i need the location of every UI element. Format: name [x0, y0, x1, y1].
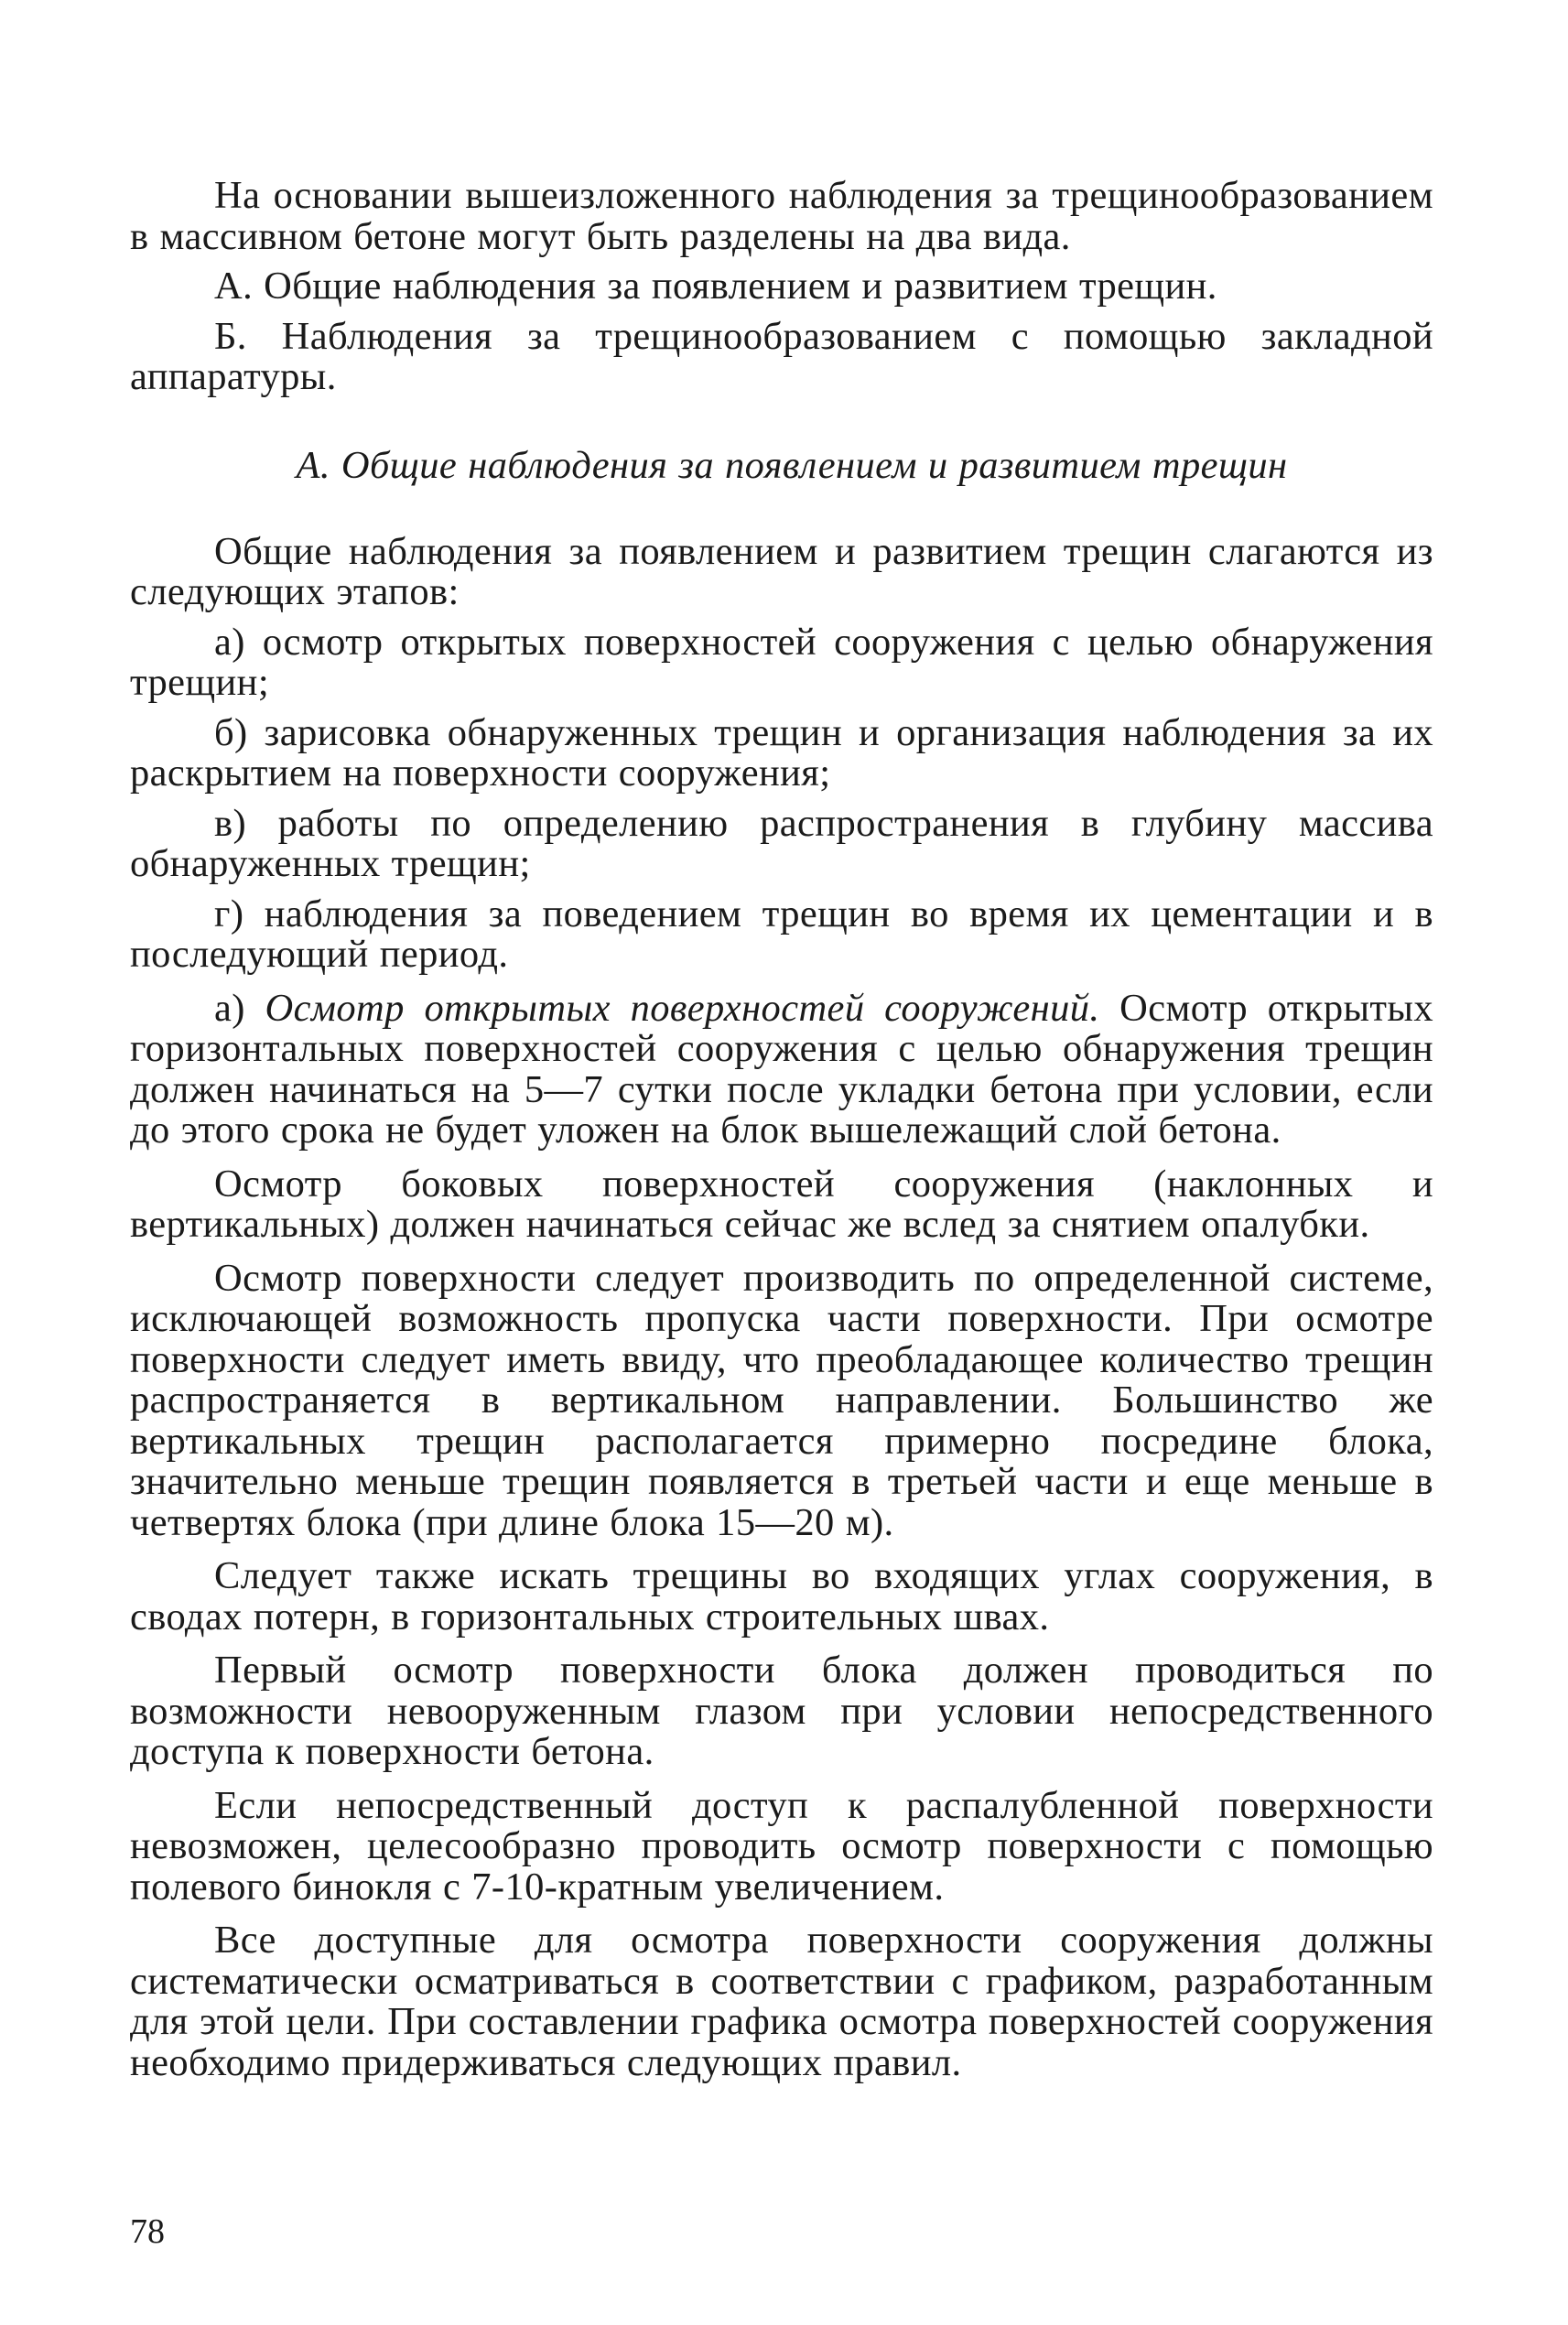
paragraph-side-surfaces: Осмотр боковых поверхностей сооружения (наклонных и вертикальных) должен начинаться сейчас же вслед за снятием опалубки.: [130, 1162, 1433, 1246]
intro-type-b: Б. Наблюдения за трещинообразованием с помощью закладной аппаратуры.: [130, 314, 1433, 398]
step-a: а) осмотр открытых поверхностей сооружения с целью обнаружения трещин;: [130, 620, 1433, 704]
subsection-a-prefix: а): [214, 986, 265, 1030]
subsection-a-title: Осмотр открытых поверхностей сооружений.: [265, 986, 1100, 1030]
intro-type-a: А. Общие наблюдения за появлением и развитием трещин.: [214, 265, 1217, 308]
subsection-a-paragraph: [130, 986, 1433, 1152]
paragraph-inspection-system: Осмотр поверхности следует производить по определенной системе, исключающей возможность пропуска части поверхности. При осмотре поверхности следует иметь ввиду, что преобладающее количество трещин распространяется в вертикальном направлении. Большинство же вертикальных трещин располагается примерно посредине блока, значительно меньше трещин появляется в третьей части и еще меньше в четвертях блока (при длине блока 15—20 м).: [130, 1256, 1433, 1544]
section-heading: А. Общие наблюдения за появлением и развитием трещин: [296, 443, 1288, 487]
section-lead: Общие наблюдения за появлением и развитием трещин слагаются из следующих этапов:: [130, 529, 1433, 613]
step-d: г) наблюдения за поведением трещин во время их цементации и в последующий период.: [130, 892, 1433, 976]
intro-paragraph: На основании вышеизложенного наблюдения за трещинообразованием в массивном бетоне могут быть разделены на два вида.: [130, 174, 1433, 258]
body-text: [130, 176, 1433, 2083]
paragraph-first-inspection: Первый осмотр поверхности блока должен проводиться по возможности невооруженным глазом при условии непосредственного доступа к поверхности бетона.: [130, 1649, 1433, 1773]
step-c: в) работы по определению распространения в глубину массива обнаруженных трещин;: [130, 801, 1433, 885]
paragraph-binoculars: Если непосредственный доступ к распалубленной поверхности невозможен, целесообразно проводить осмотр поверхности с помощью полевого бинокля с 7-10-кратным увеличением.: [130, 1783, 1433, 1909]
paragraph-corners: Следует также искать трещины во входящих углах сооружения, в сводах потерн, в горизонтальных строительных швах.: [130, 1554, 1433, 1638]
step-b: б) зарисовка обнаруженных трещин и организация наблюдения за их раскрытием на поверхности сооружения;: [130, 710, 1433, 795]
paragraph-schedule: Все доступные для осмотра поверхности сооружения должны систематически осматриваться в соответствии с графиком, разработанным для этой цели. При составлении графика осмотра поверхностей сооружения необходимо придерживаться следующих правил.: [130, 1919, 1433, 2084]
page-number: 78: [130, 2212, 165, 2251]
subsection-a-text: Осмотр открытых горизонтальных поверхностей сооружения с целью обнаружения трещин должен начинаться на 5—7 сутки после укладки бетона при условии, если до этого срока не будет уложен на блок вышележащий слой бетона.: [130, 986, 1433, 1152]
